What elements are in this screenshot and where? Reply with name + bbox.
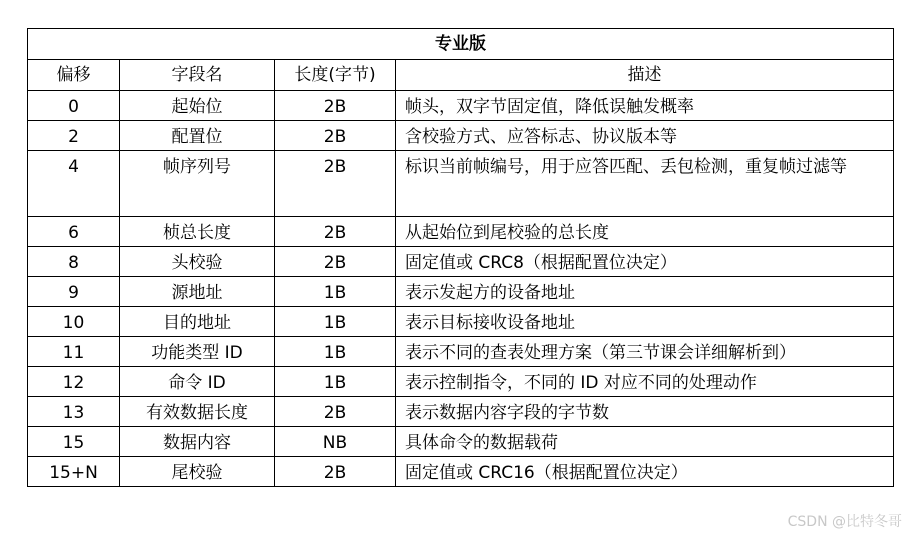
csdn-watermark: CSDN @比特冬哥 <box>787 514 902 530</box>
header-description: 描述 <box>396 60 894 91</box>
cell-field: 功能类型 ID <box>120 337 275 367</box>
table-row <box>28 367 894 397</box>
table-title: 专业版 <box>28 29 894 60</box>
cell-offset: 2 <box>28 121 120 151</box>
cell-offset: 12 <box>28 367 120 397</box>
cell-field: 源地址 <box>120 277 275 307</box>
table-row <box>28 121 894 151</box>
table-row <box>28 397 894 427</box>
cell-description: 固定值或 CRC8（根据配置位决定） <box>396 247 894 277</box>
table-header-row <box>28 60 894 91</box>
table-row <box>28 307 894 337</box>
table-row <box>28 91 894 121</box>
table-row <box>28 337 894 367</box>
cell-length: 2B <box>275 151 396 217</box>
cell-offset: 15 <box>28 427 120 457</box>
cell-length: 2B <box>275 247 396 277</box>
cell-length: 1B <box>275 277 396 307</box>
header-offset: 偏移 <box>28 60 120 91</box>
cell-length: 1B <box>275 337 396 367</box>
cell-description: 含校验方式、应答标志、协议版本等 <box>396 121 894 151</box>
cell-field: 头校验 <box>120 247 275 277</box>
cell-field: 桢总长度 <box>120 217 275 247</box>
cell-length: 2B <box>275 121 396 151</box>
cell-offset: 6 <box>28 217 120 247</box>
cell-offset: 4 <box>28 151 120 217</box>
cell-length: 2B <box>275 397 396 427</box>
table-row <box>28 217 894 247</box>
cell-description: 标识当前帧编号，用于应答匹配、丢包检测，重复帧过滤等 <box>396 151 894 217</box>
cell-description: 表示目标接收设备地址 <box>396 307 894 337</box>
cell-description: 具体命令的数据载荷 <box>396 427 894 457</box>
table-row <box>28 427 894 457</box>
table-row <box>28 151 894 217</box>
cell-length: 2B <box>275 457 396 487</box>
cell-field: 配置位 <box>120 121 275 151</box>
cell-offset: 8 <box>28 247 120 277</box>
cell-field: 有效数据长度 <box>120 397 275 427</box>
cell-field: 起始位 <box>120 91 275 121</box>
cell-offset: 15+N <box>28 457 120 487</box>
cell-field: 目的地址 <box>120 307 275 337</box>
cell-field: 帧序列号 <box>120 151 275 217</box>
cell-description: 表示不同的查表处理方案（第三节课会详细解析到） <box>396 337 894 367</box>
cell-offset: 13 <box>28 397 120 427</box>
protocol-frame-table <box>27 28 894 487</box>
cell-length: 2B <box>275 217 396 247</box>
cell-field: 数据内容 <box>120 427 275 457</box>
cell-length: 1B <box>275 367 396 397</box>
table-title-row <box>28 29 894 60</box>
cell-offset: 9 <box>28 277 120 307</box>
cell-description: 表示控制指令，不同的 ID 对应不同的处理动作 <box>396 367 894 397</box>
table-row <box>28 277 894 307</box>
cell-description: 表示数据内容字段的字节数 <box>396 397 894 427</box>
header-length: 长度(字节) <box>275 60 396 91</box>
cell-field: 尾校验 <box>120 457 275 487</box>
table-row <box>28 457 894 487</box>
cell-description: 固定值或 CRC16（根据配置位决定） <box>396 457 894 487</box>
cell-field: 命令 ID <box>120 367 275 397</box>
cell-offset: 10 <box>28 307 120 337</box>
cell-length: NB <box>275 427 396 457</box>
protocol-table-container <box>27 28 894 487</box>
cell-description: 帧头，双字节固定值，降低误触发概率 <box>396 91 894 121</box>
cell-description: 表示发起方的设备地址 <box>396 277 894 307</box>
cell-description: 从起始位到尾校验的总长度 <box>396 217 894 247</box>
header-field: 字段名 <box>120 60 275 91</box>
cell-length: 1B <box>275 307 396 337</box>
cell-offset: 0 <box>28 91 120 121</box>
cell-offset: 11 <box>28 337 120 367</box>
table-row <box>28 247 894 277</box>
cell-length: 2B <box>275 91 396 121</box>
